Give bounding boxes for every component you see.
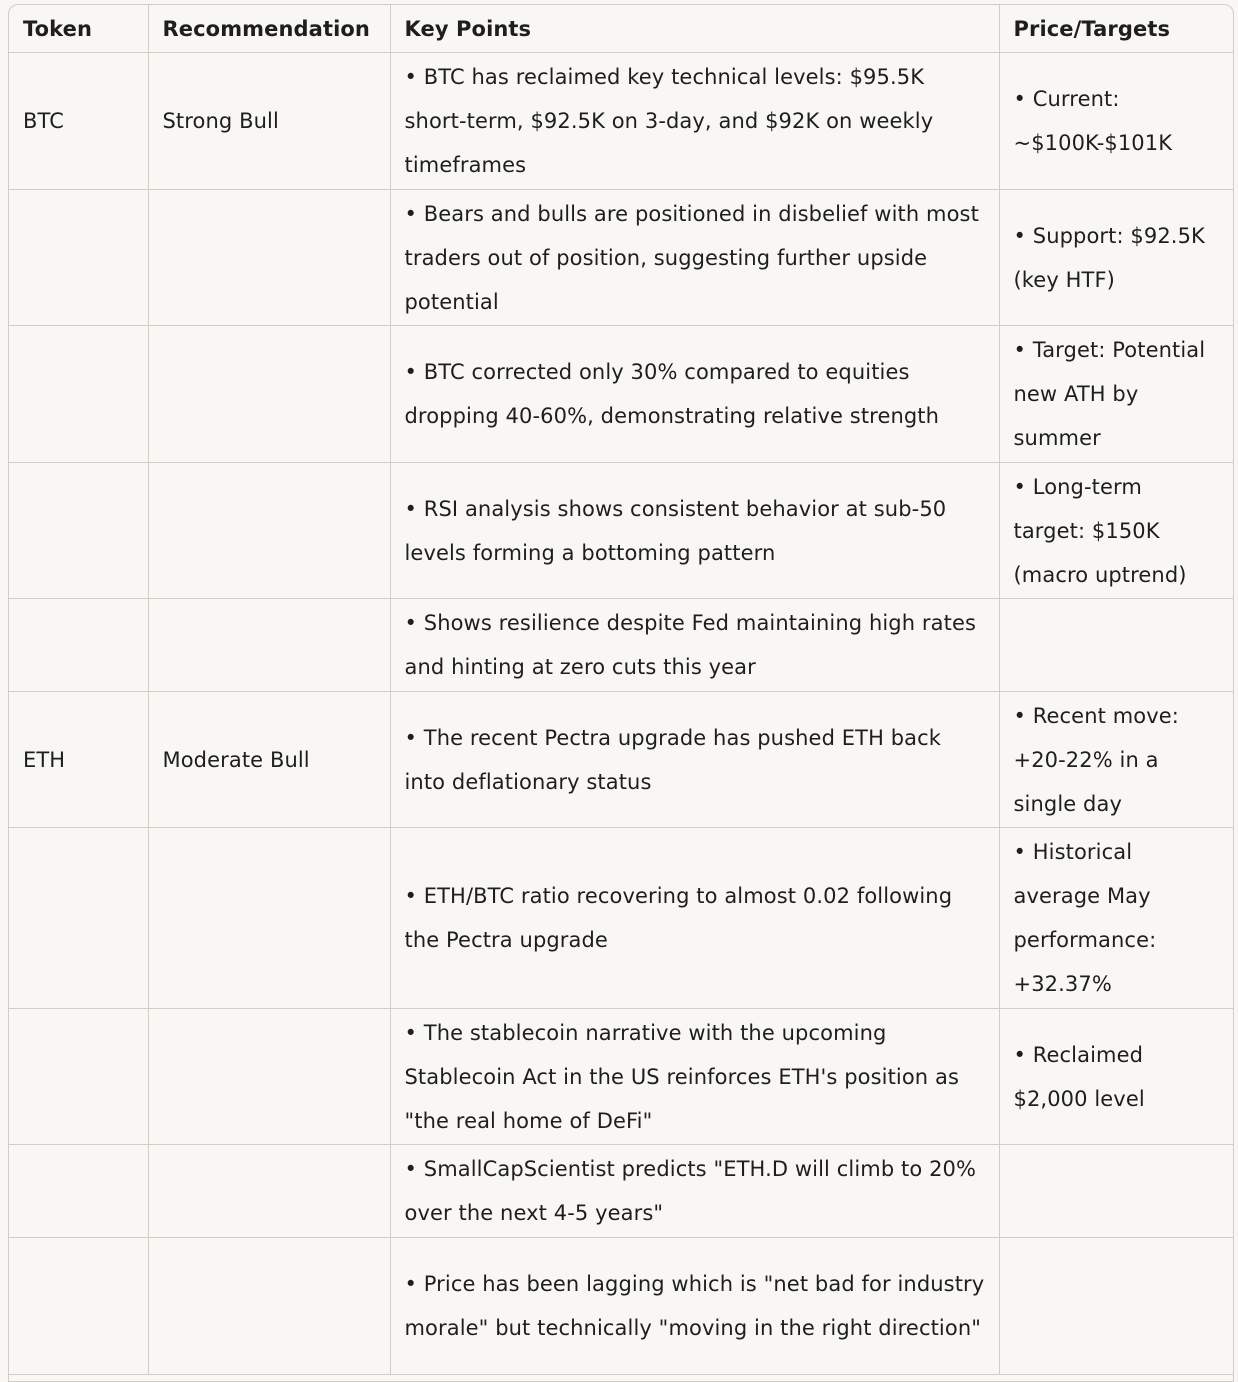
price-target-cell: • Long-term target: $150K (macro uptrend)	[999, 463, 1233, 599]
recommendation-cell	[148, 190, 390, 326]
key-point-cell: • Shows resilience despite Fed maintaining high rates and hinting at zero cuts this year	[390, 599, 999, 692]
recommendation-cell	[148, 463, 390, 599]
recommendation-cell	[148, 1145, 390, 1238]
key-point-cell: • Price has been lagging which is "net bad for industry morale" but technically "moving in the right direction"	[390, 1238, 999, 1375]
token-cell	[9, 326, 148, 463]
token-cell: ETH	[9, 692, 148, 828]
header-price-targets: Price/Targets	[999, 5, 1233, 53]
recommendation-cell	[148, 326, 390, 463]
token-cell	[9, 828, 148, 1009]
price-target-cell: • Support: $92.5K (key HTF)	[999, 190, 1233, 326]
table-header-row	[9, 5, 1233, 53]
price-target-cell	[999, 1145, 1233, 1238]
recommendation-cell: Moderate Bull	[148, 692, 390, 828]
table-row	[9, 190, 1233, 326]
token-cell	[9, 1009, 148, 1145]
key-point-cell: • RSI analysis shows consistent behavior at sub-50 levels forming a bottoming pattern	[390, 463, 999, 599]
token-cell	[9, 1145, 148, 1238]
table-row	[9, 1009, 1233, 1145]
key-point-cell: • ETH/BTC ratio recovering to almost 0.02 following the Pectra upgrade	[390, 828, 999, 1009]
price-target-cell: • Current: ~$100K-$101K	[999, 53, 1233, 190]
token-cell	[9, 463, 148, 599]
table-row	[9, 599, 1233, 692]
key-point-cell: • The stablecoin narrative with the upcoming Stablecoin Act in the US reinforces ETH's position as "the real home of DeFi"	[390, 1009, 999, 1145]
header-key-points: Key Points	[390, 5, 999, 53]
table-row	[9, 53, 1233, 190]
table-row	[9, 1145, 1233, 1238]
table-container	[8, 4, 1234, 1382]
price-target-cell	[999, 599, 1233, 692]
price-target-cell	[999, 1238, 1233, 1375]
key-point-cell: • BTC has reclaimed key technical levels: $95.5K short-term, $92.5K on 3-day, and $92K on weekly timeframes	[390, 53, 999, 190]
recommendation-cell: Strong Bull	[148, 53, 390, 190]
price-target-cell: • Reclaimed $2,000 level	[999, 1009, 1233, 1145]
token-cell: BTC	[9, 53, 148, 190]
key-point-cell: • BTC corrected only 30% compared to equities dropping 40-60%, demonstrating relative strength	[390, 326, 999, 463]
price-target-cell: • Historical average May performance: +32.37%	[999, 828, 1233, 1009]
header-token: Token	[9, 5, 148, 53]
recommendation-cell	[148, 1009, 390, 1145]
key-point-cell: • The recent Pectra upgrade has pushed ETH back into deflationary status	[390, 692, 999, 828]
header-recommendation: Recommendation	[148, 5, 390, 53]
token-cell	[9, 190, 148, 326]
table-row	[9, 692, 1233, 828]
key-point-cell: • SmallCapScientist predicts "ETH.D will climb to 20% over the next 4-5 years"	[390, 1145, 999, 1238]
token-recommendation-table	[9, 5, 1233, 1375]
token-cell	[9, 599, 148, 692]
key-point-cell: • Bears and bulls are positioned in disbelief with most traders out of position, suggesting further upside potential	[390, 190, 999, 326]
price-target-cell: • Recent move: +20-22% in a single day	[999, 692, 1233, 828]
table-row	[9, 326, 1233, 463]
table-row	[9, 1238, 1233, 1375]
price-target-cell: • Target: Potential new ATH by summer	[999, 326, 1233, 463]
recommendation-cell	[148, 599, 390, 692]
token-cell	[9, 1238, 148, 1375]
recommendation-cell	[148, 1238, 390, 1375]
recommendation-cell	[148, 828, 390, 1009]
table-row	[9, 828, 1233, 1009]
table-row	[9, 463, 1233, 599]
